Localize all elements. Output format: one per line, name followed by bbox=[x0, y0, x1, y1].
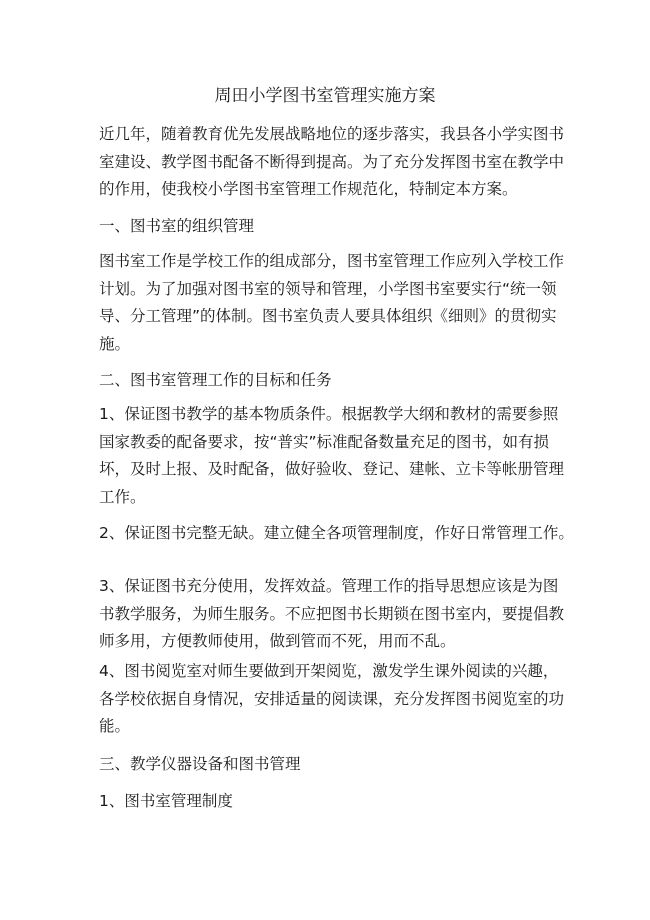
section-2-item-3: 3、保证图书充分使用，发挥效益。管理工作的指导思想应该是为图书教学服务，为师生服务。不应把图书长期锁在图书室内，要提倡教师多用，方便教师使用，做到管而不死，用而不乱。 bbox=[99, 577, 565, 650]
section-2-item-1: 1、保证图书教学的基本物质条件。根据教学大纲和教材的需要参照国家教委的配备要求，按“普实”标准配备数量充足的图书，如有损坏，及时上报、及时配备，做好验收、登记、建帐、立卡等帐册管理工作。 bbox=[99, 405, 565, 506]
section-3-heading: 三、教学仪器设备和图书管理 bbox=[99, 755, 301, 773]
section-1-paragraph: 图书室工作是学校工作的组成部分，图书室管理工作应列入学校工作计划。为了加强对图书室的领导和管理，小学图书室要实行“统一领导、分工管理”的体制。图书室负责人要具体组织《细则》的贯彻实施。 bbox=[99, 252, 565, 353]
section-2-item-2: 2、保证图书完整无缺。建立健全各项管理制度，作好日常管理工作。 bbox=[99, 524, 574, 542]
intro-paragraph: 近几年，随着教育优先发展战略地位的逐步落实，我县各小学实图书室建设、教学图书配备不断得到提高。为了充分发挥图书室在教学中的作用，使我校小学图书室管理工作规范化，特制定本方案。 bbox=[99, 125, 565, 198]
document-title: 周田小学图书室管理实施方案 bbox=[214, 86, 436, 106]
section-1-heading: 一、图书室的组织管理 bbox=[99, 217, 255, 235]
section-2-heading: 二、图书室管理工作的目标和任务 bbox=[99, 371, 332, 389]
section-3-subheading-1: 1、图书室管理制度 bbox=[99, 792, 233, 810]
section-2-item-4: 4、图书阅览室对师生要做到开架阅览，激发学生课外阅读的兴趣，各学校依据自身情况，安排适量的阅读课，充分发挥图书阅览室的功能。 bbox=[99, 662, 565, 735]
